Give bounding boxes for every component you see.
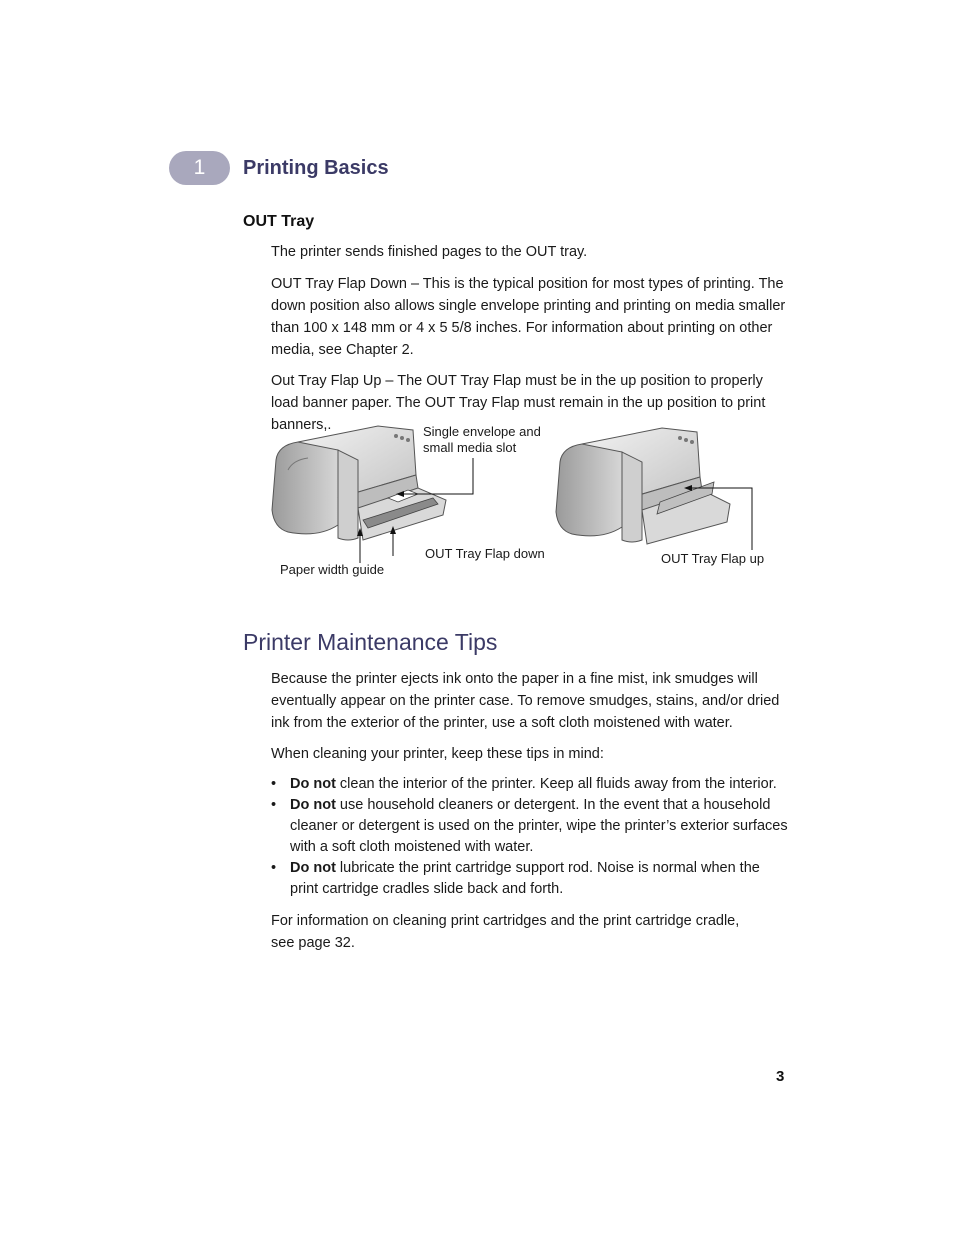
callout-envelope-line2: small media slot — [423, 440, 517, 455]
list-item-bold: Do not — [290, 797, 336, 813]
maintenance-paragraph-2: When cleaning your printer, keep these tips in mind: — [271, 746, 604, 762]
callout-envelope-slot — [423, 424, 541, 456]
callout-flap-down: OUT Tray Flap down — [425, 546, 545, 561]
list-item-bold: Do not — [290, 860, 336, 876]
bullet-icon: • — [271, 797, 277, 813]
callout-envelope-line1: Single envelope and — [423, 424, 541, 439]
out-tray-paragraph-3: Out Tray Flap Up – The OUT Tray Flap must be in the up position to properly load banner paper. The OUT Tray Flap must remain in the up position to print banners,. — [271, 373, 766, 433]
out-tray-paragraph-1: The printer sends finished pages to the OUT tray. — [271, 244, 588, 260]
page-number: 3 — [776, 1068, 785, 1085]
bullet-icon: • — [271, 776, 277, 792]
maintenance-paragraph-1: Because the printer ejects ink onto the paper in a fine mist, ink smudges will eventually appear on the printer case. To remove smudges, stains, and/or dried ink from the exterior of the printer, use a soft cloth moistened with water. — [271, 671, 780, 731]
printer-flap-up-illustration — [556, 428, 730, 544]
list-item-text: clean the interior of the printer. Keep all fluids away from the interior. — [335, 776, 777, 792]
maintenance-paragraph-3-line1: For information on cleaning print cartridges and the print cartridge cradle, — [271, 913, 740, 929]
chapter-title: Printing Basics — [243, 157, 389, 179]
printer-tray-figure — [268, 420, 788, 585]
chapter-number-tab: 1 — [169, 151, 230, 185]
list-item-text: use household cleaners or detergent. In the event that a household cleaner or detergent is used on the printer, wipe the printer’s exterior surfaces with a soft cloth moistened with water. — [290, 797, 788, 855]
printer-flap-down-illustration — [272, 426, 446, 540]
list-item-text: lubricate the print cartridge support rod. Noise is normal when the print cartridge cradles slide back and forth. — [290, 860, 760, 897]
maintenance-tips-list — [271, 774, 791, 900]
out-tray-heading: OUT Tray — [243, 213, 315, 230]
list-item — [271, 795, 791, 858]
maintenance-paragraph-3-line2: see page 32. — [271, 935, 355, 951]
callout-paper-width-guide: Paper width guide — [280, 562, 385, 577]
maintenance-heading: Printer Maintenance Tips — [243, 629, 498, 655]
maintenance-paragraph-3 — [271, 910, 791, 954]
list-item — [271, 858, 791, 900]
callout-flap-up: OUT Tray Flap up — [661, 551, 765, 566]
bullet-icon: • — [271, 860, 277, 876]
list-item-bold: Do not — [290, 776, 336, 792]
list-item — [271, 774, 791, 795]
out-tray-paragraph-2: OUT Tray Flap Down – This is the typical position for most types of printing. The down position also allows single envelope printing and printing on media smaller than 100 x 148 mm or 4 x 5 5/8 inches. For information about printing on other media, see Chapter 2. — [271, 276, 786, 358]
